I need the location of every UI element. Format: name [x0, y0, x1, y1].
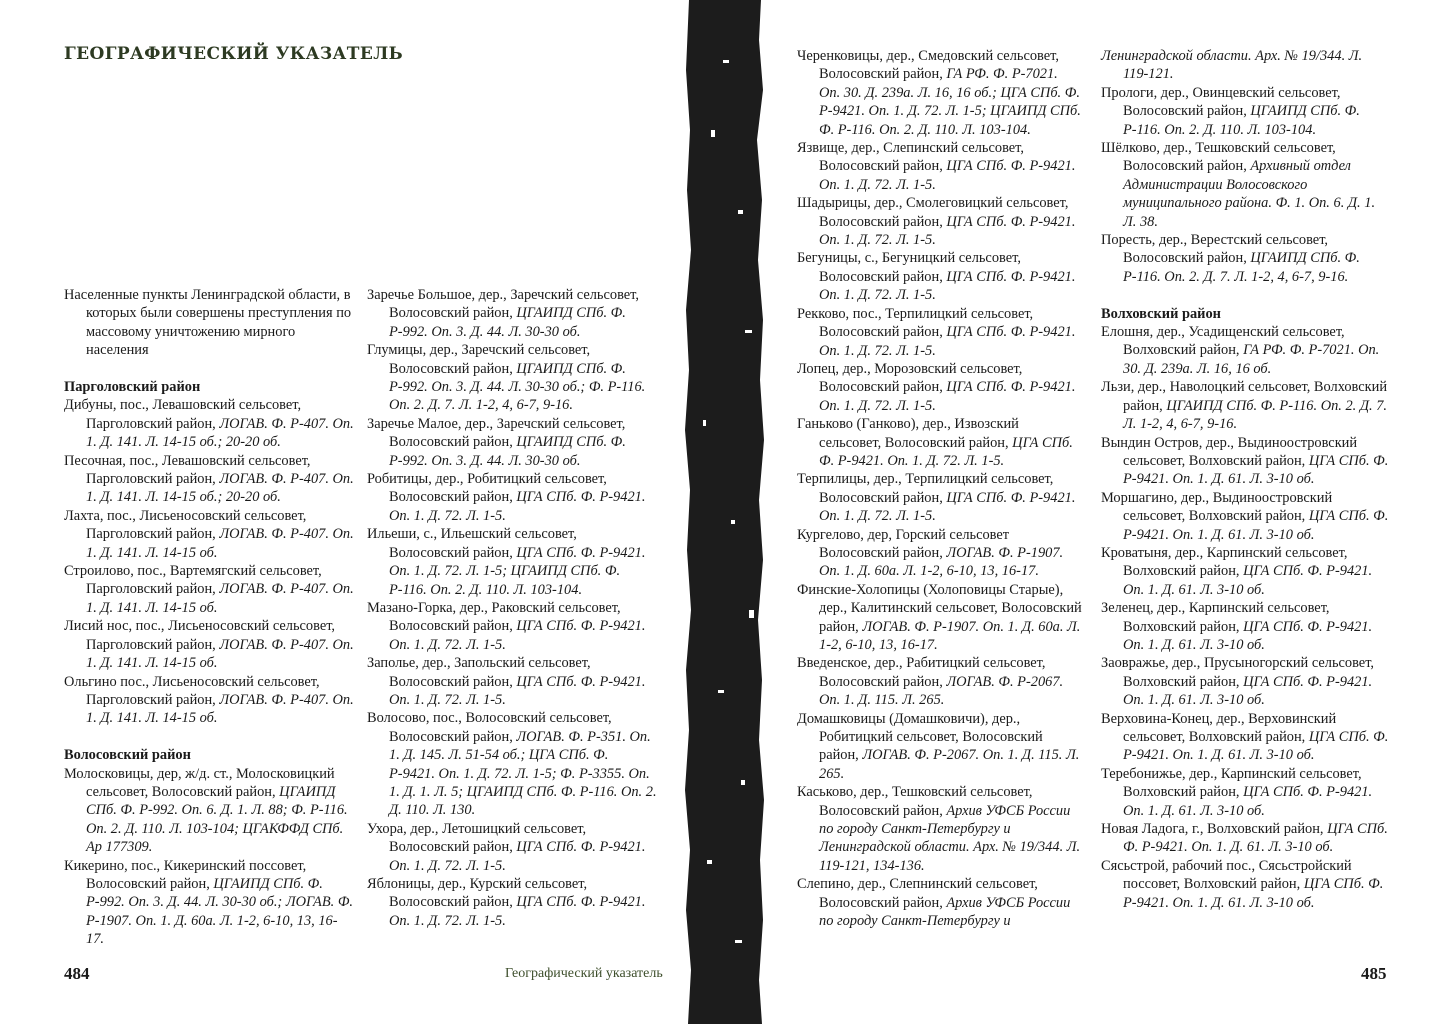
- entry-place: Язвище, дер., Слепинский сельсовет, Волосовский район,: [797, 140, 1024, 175]
- section-heading-pargolovsky: Парголовский район: [64, 379, 201, 396]
- section-heading-volosovsky: Волосовский район: [64, 747, 191, 764]
- index-entry: [797, 249, 1082, 304]
- index-entry: [1101, 599, 1391, 654]
- index-entry: [1101, 765, 1391, 820]
- entry-place: Сясьстрой, рабочий пос., Сясьстройский поссовет, Волховский район,: [1101, 857, 1352, 893]
- entry-place: Глумицы, дер., Заречский сельсовет, Волосовский район,: [367, 342, 591, 377]
- entry-place: Финские-Холопицы (Холоповицы Старые), дер., Калитинский сельсовет, Волосовский район,: [797, 581, 1082, 635]
- index-entry: [367, 286, 657, 341]
- entry-place: Верховина-Конец, дер., Верховинский сельсовет, Волховский район,: [1101, 710, 1337, 746]
- index-entry: [797, 194, 1082, 249]
- entry-place: Лахта, пос., Лисьеносовский сельсовет, Парголовский район,: [64, 507, 307, 543]
- entry-place: Песочная, пос., Левашовский сельсовет, Парголовский район,: [64, 452, 311, 488]
- index-entry: [797, 875, 1082, 930]
- entry-place: Моршагино, дер., Выдиноостровский сельсовет, Волховский район,: [1101, 489, 1333, 525]
- index-column-3: [797, 47, 1082, 931]
- entry-place: Шадырицы, дер., Смолеговицкий сельсовет, Волосовский район,: [797, 195, 1069, 230]
- entry-archive-reference: ЦГА СПб. Ф. Р-9421. Оп. 1. Д. 72. Л. 1-5.: [389, 618, 646, 653]
- entry-archive-reference: Архивный отдел Администрации Волосовского муниципального района. Ф. 1. Оп. 6. Д. 1. Л. 38.: [1123, 158, 1376, 230]
- entry-place: Кроватыня, дер., Карпинский сельсовет, Волховский район,: [1101, 544, 1348, 580]
- entry-list: [367, 286, 657, 930]
- entry-place: Черенковицы, дер., Смедовский сельсовет, Волосовский район,: [797, 48, 1059, 83]
- entry-archive-reference: ЛОГАВ. Ф. Р-2067. Оп. 1. Д. 115. Л. 265.: [819, 673, 1064, 709]
- entry-place: Домашковицы (Домашковичи), дер., Робитицкий сельсовет, Волосовский район,: [797, 710, 1043, 764]
- entry-archive-reference: ЦГА СПб. Ф. Р-9421. Оп. 1. Д. 61. Л. 3-10 об.: [1123, 673, 1373, 709]
- right-page: [765, 0, 1451, 1024]
- entry-place: Каськово, дер., Тешковский сельсовет, Волосовский район,: [797, 784, 1033, 819]
- index-column-4: [1101, 47, 1391, 912]
- entry-archive-reference: ЦГА СПб. Ф. Р-9421. Оп. 1. Д. 72. Л. 1-5; ЦГАИПД СПб. Ф. Р-116. Оп. 2. Д. 110. Л. 103-104.: [389, 544, 646, 598]
- torn-spine-decoration: [683, 0, 767, 1024]
- section-heading-volkhovsky: Волховский район: [1101, 305, 1221, 322]
- entry-list: [1101, 47, 1391, 286]
- index-entry: [1101, 544, 1391, 599]
- index-column-1: [64, 286, 354, 949]
- index-entry: [1101, 710, 1391, 765]
- entry-archive-reference: ЛОГАВ. Ф. Р-1907. Оп. 1. Д. 60а. Л. 1-2, 6-10, 13, 16-17.: [819, 618, 1081, 653]
- entry-archive-reference: ЛОГАВ. Ф. Р-1907. Оп. 1. Д. 60а. Л. 1-2, 6-10, 13, 16-17.: [819, 544, 1064, 580]
- page-title: ГЕОГРАФИЧЕСКИЙ УКАЗАТЕЛЬ: [64, 44, 404, 64]
- running-title: Географический указатель: [505, 966, 663, 981]
- entry-archive-reference: ЦГАИПД СПб. Ф. Р-992. Оп. 6. Д. 1. Л. 88; Ф. Р-116. Оп. 2. Д. 110. Л. 103-104; ЦГАКФФД СПб. Ар 177309.: [86, 783, 348, 856]
- index-entry: [64, 452, 354, 507]
- entry-place: Поресть, дер., Верестский сельсовет, Волосовский район,: [1101, 232, 1328, 267]
- index-entry: [797, 47, 1082, 139]
- entry-place: Лопец, дер., Морозовский сельсовет, Волосовский район,: [797, 360, 1023, 396]
- entry-place: Заречье Большое, дер., Заречский сельсовет, Волосовский район,: [367, 287, 639, 322]
- index-column-2: [367, 286, 657, 930]
- entry-archive-reference: ЦГАИПД СПб. Ф. Р-116. Оп. 2. Д. 110. Л. 103-104.: [1123, 103, 1360, 138]
- entry-archive-reference: ЦГА СПб. Ф. Р-9421. Оп. 1. Д. 72. Л. 1-5.: [819, 158, 1076, 193]
- index-entry: [797, 654, 1082, 709]
- entry-place: Молосковицы, дер, ж/д. ст., Молосковицкий сельсовет, Волосовский район,: [64, 765, 335, 800]
- intro-text: Населенные пункты Ленинградской области, в которых были совершены преступления по массовому уничтожению мирного населения: [64, 287, 352, 359]
- entry-archive-reference: ЦГА СПб. Ф. Р-9421. Оп. 1. Д. 61. Л. 3-10 об.: [1123, 452, 1389, 488]
- entry-archive-reference: Архив УФСБ России по городу Санкт-Петербургу и Ленинградской области. Арх. № 19/344. Л. 119-121, 134-136.: [819, 802, 1081, 874]
- index-entry: [64, 507, 354, 562]
- index-entry: [367, 599, 657, 654]
- entry-archive-reference: ЦГА СПб. Ф. Р-9421. Оп. 1. Д. 61. Л. 3-10 об.: [1123, 729, 1389, 764]
- entry-archive-reference: ЦГА СПб. Ф. Р-9421. Оп. 1. Д. 72. Л. 1-5.: [819, 379, 1076, 414]
- entry-archive-reference: ЛОГАВ. Ф. Р-351. Оп. 1. Д. 145. Л. 51-54 об.; ЦГА СПб. Ф. Р-9421. Оп. 1. Д. 72. Л. 1-5; Ф. Р-3355. Оп. 1. Д. 1. Л. 5; ЦГАИПД СПб. Ф. Р-116. Оп. 2. Д. 110. Л. 130.: [389, 728, 657, 819]
- entry-place: Дибуны, пос., Левашовский сельсовет, Парголовский район,: [64, 397, 302, 432]
- entry-place: Елошня, дер., Усадищенский сельсовет, Волховский район,: [1101, 324, 1345, 359]
- entry-place: Кургелово, дер, Горский сельсовет Волосовский район,: [797, 526, 1010, 561]
- index-entry: [1101, 654, 1391, 709]
- index-entry: [1101, 489, 1391, 544]
- entry-archive-reference: ЛОГАВ. Ф. Р-407. Оп. 1. Д. 141. Л. 14-15 об.: [86, 691, 354, 727]
- index-entry: [1101, 434, 1391, 489]
- index-entry: [1101, 139, 1391, 231]
- entry-place: Слепино, дер., Слепнинский сельсовет, Волосовский район,: [797, 876, 1038, 911]
- entry-place: Заовражье, дер., Прусыногорский сельсовет, Волховский район,: [1101, 655, 1374, 690]
- entry-archive-reference: ЦГАИПД СПб. Ф. Р-116. Оп. 2. Д. 7. Л. 1-2, 4, 6-7, 9-16.: [1123, 397, 1388, 433]
- entry-archive-reference: ЛОГАВ. Ф. Р-407. Оп. 1. Д. 141. Л. 14-15 об.; 20-20 об.: [86, 471, 354, 506]
- index-entry: [797, 305, 1082, 360]
- entry-place: Ильеши, с., Ильешский сельсовет, Волосовский район,: [367, 526, 577, 561]
- index-entry: [797, 139, 1082, 194]
- entry-place: Волосово, пос., Волосовский сельсовет, Волосовский район,: [367, 710, 612, 745]
- entry-place: Введенское, дер., Рабитицкий сельсовет, Волосовский район,: [797, 655, 1046, 690]
- entry-archive-reference: ЦГАИПД СПб. Ф. Р-116. Оп. 2. Д. 7. Л. 1-2, 4, 6-7, 9-16.: [1123, 250, 1360, 285]
- entry-list: [64, 396, 354, 727]
- index-entry: [797, 710, 1082, 784]
- index-entry: [797, 360, 1082, 415]
- index-entry: [797, 581, 1082, 655]
- entry-archive-reference: ЛОГАВ. Ф. Р-407. Оп. 1. Д. 141. Л. 14-15 об.: [86, 526, 354, 561]
- entry-archive-reference: ЦГА СПб. Ф. Р-9421. Оп. 1. Д. 72. Л. 1-5.: [819, 213, 1076, 249]
- entry-place: Лисий нос, пос., Лисьеносовский сельсовет, Парголовский район,: [64, 618, 336, 653]
- index-entry: [64, 765, 354, 857]
- entry-archive-reference: ЦГА СПб. Ф. Р-9421. Оп. 1. Д. 72. Л. 1-5.: [389, 489, 646, 524]
- entry-archive-reference: ЦГАИПД СПб. Ф. Р-992. Оп. 3. Д. 44. Л. 30-30 об.; ЛОГАВ. Ф. Р-1907. Оп. 1. Д. 60а. Л. 1-2, 6-10, 13, 16-17.: [86, 875, 354, 948]
- entry-archive-reference: ГА РФ. Ф. Р-7021. Оп. 30. Д. 239а. Л. 16, 16 об.: [1123, 342, 1380, 377]
- entry-archive-reference: ЛОГАВ. Ф. Р-2067. Оп. 1. Д. 115. Л. 265.: [819, 747, 1080, 782]
- entry-archive-reference: ЦГА СПб. Ф. Р-9421. Оп. 1. Д. 61. Л. 3-10 об.: [1123, 876, 1384, 911]
- index-entry: [1101, 857, 1391, 912]
- index-entry: [64, 396, 354, 451]
- index-entry: [367, 875, 657, 930]
- index-entry: [797, 470, 1082, 525]
- index-entry: [64, 617, 354, 672]
- entry-place: Бегуницы, с., Бегуницкий сельсовет, Волосовский район,: [797, 250, 1021, 285]
- entry-archive-reference: ЦГА СПб. Ф. Р-9421. Оп. 1. Д. 72. Л. 1-5.: [389, 894, 646, 929]
- entry-archive-reference: ЦГАИПД СПб. Ф. Р-992. Оп. 3. Д. 44. Л. 30-30 об.; Ф. Р-116. Оп. 2. Д. 7. Л. 1-2, 4, 6-7, 9-16.: [389, 360, 646, 414]
- index-entry: [367, 709, 657, 819]
- index-entry: [64, 857, 354, 949]
- entry-archive-reference: ЦГА СПб. Ф. Р-9421. Оп. 1. Д. 72. Л. 1-5.: [819, 324, 1076, 359]
- entry-place: Яблоницы, дер., Курский сельсовет, Волосовский район,: [367, 876, 588, 911]
- entry-archive-reference: ЦГА СПб. Ф. Р-9421. Оп. 1. Д. 61. Л. 3-10 об.: [1123, 821, 1388, 856]
- entry-list: [797, 47, 1082, 931]
- entry-archive-reference: ГА РФ. Ф. Р-7021. Оп. 30. Д. 239а. Л. 16, 16 об.; ЦГА СПб. Ф. Р-9421. Оп. 1. Д. 72. Л. 1-5; ЦГАИПД СПб. Ф. Р-116. Оп. 2. Д. 110. Л. 103-104.: [819, 66, 1081, 138]
- entry-archive-reference: ЦГАИПД СПб. Ф. Р-992. Оп. 3. Д. 44. Л. 30-30 об.: [389, 434, 626, 469]
- entry-place: Ольгино пос., Лисьеносовский сельсовет, Парголовский район,: [64, 673, 320, 708]
- index-entry: [1101, 820, 1391, 857]
- entry-place: Вындин Остров, дер., Выдиноостровский сельсовет, Волховский район,: [1101, 434, 1358, 469]
- entry-place: Терпилицы, дер., Терпилицкий сельсовет, Волосовский район,: [797, 471, 1054, 506]
- page-number-left: 484: [64, 964, 90, 983]
- entry-archive-reference: ЦГА СПб. Ф. Р-9421. Оп. 1. Д. 72. Л. 1-5.: [389, 673, 646, 708]
- entry-place: Робитицы, дер., Робитицкий сельсовет, Волосовский район,: [367, 471, 607, 506]
- page-number-right: 485: [1361, 964, 1387, 983]
- entry-place: Прологи, дер., Овинцевский сельсовет, Волосовский район,: [1101, 84, 1341, 120]
- entry-archive-reference: ЦГА СПб. Ф. Р-9421. Оп. 1. Д. 61. Л. 3-10 об.: [1123, 563, 1373, 598]
- entry-place: Льзи, дер., Наволоцкий сельсовет, Волховский район,: [1101, 379, 1388, 414]
- index-entry: [64, 673, 354, 728]
- entry-list: [1101, 323, 1391, 912]
- entry-archive-reference: Архив УФСБ России по городу Санкт-Петербургу и: [819, 894, 1071, 930]
- index-entry: [1101, 231, 1391, 286]
- entry-place: Заполье, дер., Запольский сельсовет, Волосовский район,: [367, 655, 591, 690]
- entry-place: Кикерино, пос., Кикеринский поссовет, Волосовский район,: [64, 857, 307, 892]
- entry-archive-reference: Ленинградской области. Арх. № 19/344. Л. 119-121.: [1101, 48, 1363, 83]
- entry-archive-reference: ЦГА СПб. Ф. Р-9421. Оп. 1. Д. 61. Л. 3-10 об.: [1123, 784, 1373, 819]
- index-entry: [367, 470, 657, 525]
- entry-archive-reference: ЛОГАВ. Ф. Р-407. Оп. 1. Д. 141. Л. 14-15 об.: [86, 581, 354, 616]
- index-entry: [1101, 378, 1391, 433]
- entry-place: Ганьково (Ганково), дер., Извозский сельсовет, Волосовский район,: [797, 416, 1019, 451]
- entry-archive-reference: ЦГА СПб. Ф. Р-9421. Оп. 1. Д. 61. Л. 3-10 об.: [1123, 618, 1373, 653]
- entry-archive-reference: ЛОГАВ. Ф. Р-407. Оп. 1. Д. 141. Л. 14-15 об.; 20-20 об.: [86, 415, 354, 451]
- entry-archive-reference: ЦГА СПб. Ф. Р-9421. Оп. 1. Д. 72. Л. 1-5.: [819, 268, 1076, 304]
- index-entry: [1101, 323, 1391, 378]
- index-entry: [367, 654, 657, 709]
- index-entry: [797, 526, 1082, 581]
- entry-place: Новая Ладога, г., Волховский район,: [1101, 821, 1328, 838]
- index-entry: [367, 525, 657, 599]
- left-page: [0, 0, 690, 1024]
- index-entry: [797, 783, 1082, 875]
- index-entry: [64, 562, 354, 617]
- entry-archive-reference: ЦГА СПб. Ф. Р-9421. Оп. 1. Д. 61. Л. 3-10 об.: [1123, 508, 1389, 543]
- index-entry: [1101, 84, 1391, 139]
- entry-archive-reference: ЦГА СПб. Ф. Р-9421. Оп. 1. Д. 72. Л. 1-5.: [389, 839, 646, 874]
- entry-place: Мазано-Горка, дер., Раковский сельсовет, Волосовский район,: [367, 599, 621, 635]
- entry-place: Ухора, дер., Летошицкий сельсовет, Волосовский район,: [367, 820, 587, 856]
- index-entry: [367, 415, 657, 470]
- entry-place: Теребонижье, дер., Карпинский сельсовет, Волховский район,: [1101, 765, 1362, 801]
- entry-place: Рекково, пос., Терпилицкий сельсовет, Волосовский район,: [797, 305, 1034, 341]
- entry-archive-reference: ЦГА СПб. Ф. Р-9421. Оп. 1. Д. 72. Л. 1-5.: [819, 434, 1073, 469]
- entry-place: Шёлково, дер., Тешковский сельсовет, Волосовский район,: [1101, 140, 1336, 175]
- entry-archive-reference: ЦГАИПД СПб. Ф. Р-992. Оп. 3. Д. 44. Л. 30-30 об.: [389, 305, 626, 340]
- entry-place: Строилово, пос., Вартемягский сельсовет, Парголовский район,: [64, 563, 322, 598]
- index-entry: [367, 820, 657, 875]
- entry-place: Заречье Малое, дер., Заречский сельсовет, Волосовский район,: [367, 415, 626, 451]
- index-entry: [367, 341, 657, 415]
- entry-place: Зеленец, дер., Карпинский сельсовет, Волховский район,: [1101, 600, 1330, 635]
- index-entry: [797, 415, 1082, 470]
- entry-list: [64, 765, 354, 949]
- index-entry: [1101, 47, 1391, 84]
- entry-archive-reference: ЦГА СПб. Ф. Р-9421. Оп. 1. Д. 72. Л. 1-5.: [819, 489, 1076, 525]
- entry-archive-reference: ЛОГАВ. Ф. Р-407. Оп. 1. Д. 141. Л. 14-15 об.: [86, 636, 354, 672]
